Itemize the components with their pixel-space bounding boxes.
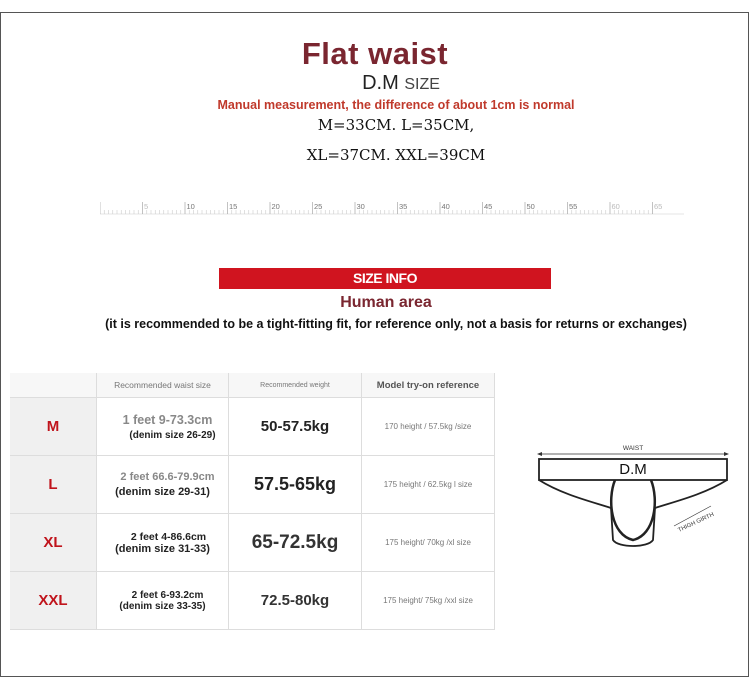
waist-cell [97,456,229,514]
model-reference: 175 height/ 75kg /xxl size [362,572,495,630]
fit-advice: (it is recommended to be a tight-fitting fit, for reference only, not a basis for returns or exchanges) [105,317,687,331]
denim-size: (denim size 29-31) [115,486,210,498]
tape-label: 45 [484,202,493,211]
waist-feet: 2 feet 6-93.2cm [131,589,204,601]
tape-label: 15 [229,202,238,211]
tape-label: 65 [654,202,663,211]
tape-label: 25 [314,202,323,211]
measurement-note: Manual measurement, the difference of about 1cm is normal [217,98,575,112]
human-area-heading: Human area [340,294,432,311]
size-word: SIZE [404,76,440,93]
header-weight: Recommended weight [229,373,362,398]
table-row [10,456,495,514]
pouch-outline [611,480,655,540]
tape-label: 5 [144,202,149,211]
size-spec-line-2: XL=37CM. XXL=39CM [306,146,486,164]
waist-cell [97,514,229,572]
brief-diagram [533,440,733,550]
header-model: Model try-on reference [362,373,495,398]
waist-feet: 2 feet 66.6-79.9cm [120,471,215,483]
table-header-row [10,373,495,398]
weight-value: 72.5-80kg [229,572,362,630]
brief-outline [539,480,727,546]
tape-label: 35 [399,202,408,211]
tape-label: 55 [569,202,578,211]
waist-arrow-left [537,452,542,456]
header-waist: Recommended waist size [97,373,229,398]
waist-feet: 2 feet 4-86.6cm [130,530,207,543]
table-row [10,514,495,572]
model-reference: 175 height/ 70kg /xl size [362,514,495,572]
size-label: XXL [10,572,97,630]
size-label: M [10,398,97,456]
waist-feet: 1 feet 9-73.3cm [122,412,213,427]
size-table [10,373,495,630]
size-label: L [10,456,97,514]
tape-label: 30 [356,202,365,211]
tape-label: 10 [186,202,195,211]
brand-size-heading [0,72,750,95]
denim-size: (denim size 33-35) [119,600,206,612]
denim-size: (denim size 31-33) [115,542,210,555]
thigh-label: THIGH GIRTH [677,511,716,534]
tape-label: 40 [441,202,450,211]
waist-cell [97,572,229,630]
header-size [10,373,97,398]
brand-name: D.M [362,72,399,94]
waist-cell [97,398,229,456]
table-row [10,398,495,456]
model-reference: 175 height / 62.5kg l size [362,456,495,514]
waistband-brand: D.M [619,461,647,478]
tape-label: 60 [611,202,620,211]
weight-value: 65-72.5kg [229,514,362,572]
waist-arrow-right [724,452,729,456]
denim-size: (denim size 26-29) [129,429,216,441]
tape-label: 20 [271,202,280,211]
size-label: XL [10,514,97,572]
waist-label: WAIST [622,445,644,452]
table-row [10,572,495,630]
weight-value: 50-57.5kg [229,398,362,456]
size-spec-line-1: M=33CM. L=35CM, [317,116,475,134]
measuring-tape [100,198,684,216]
page-title: Flat waist [301,36,449,71]
size-info-banner: SIZE INFO [219,268,551,289]
tape-label: 50 [526,202,535,211]
weight-value: 57.5-65kg [229,456,362,514]
model-reference: 170 height / 57.5kg /size [362,398,495,456]
